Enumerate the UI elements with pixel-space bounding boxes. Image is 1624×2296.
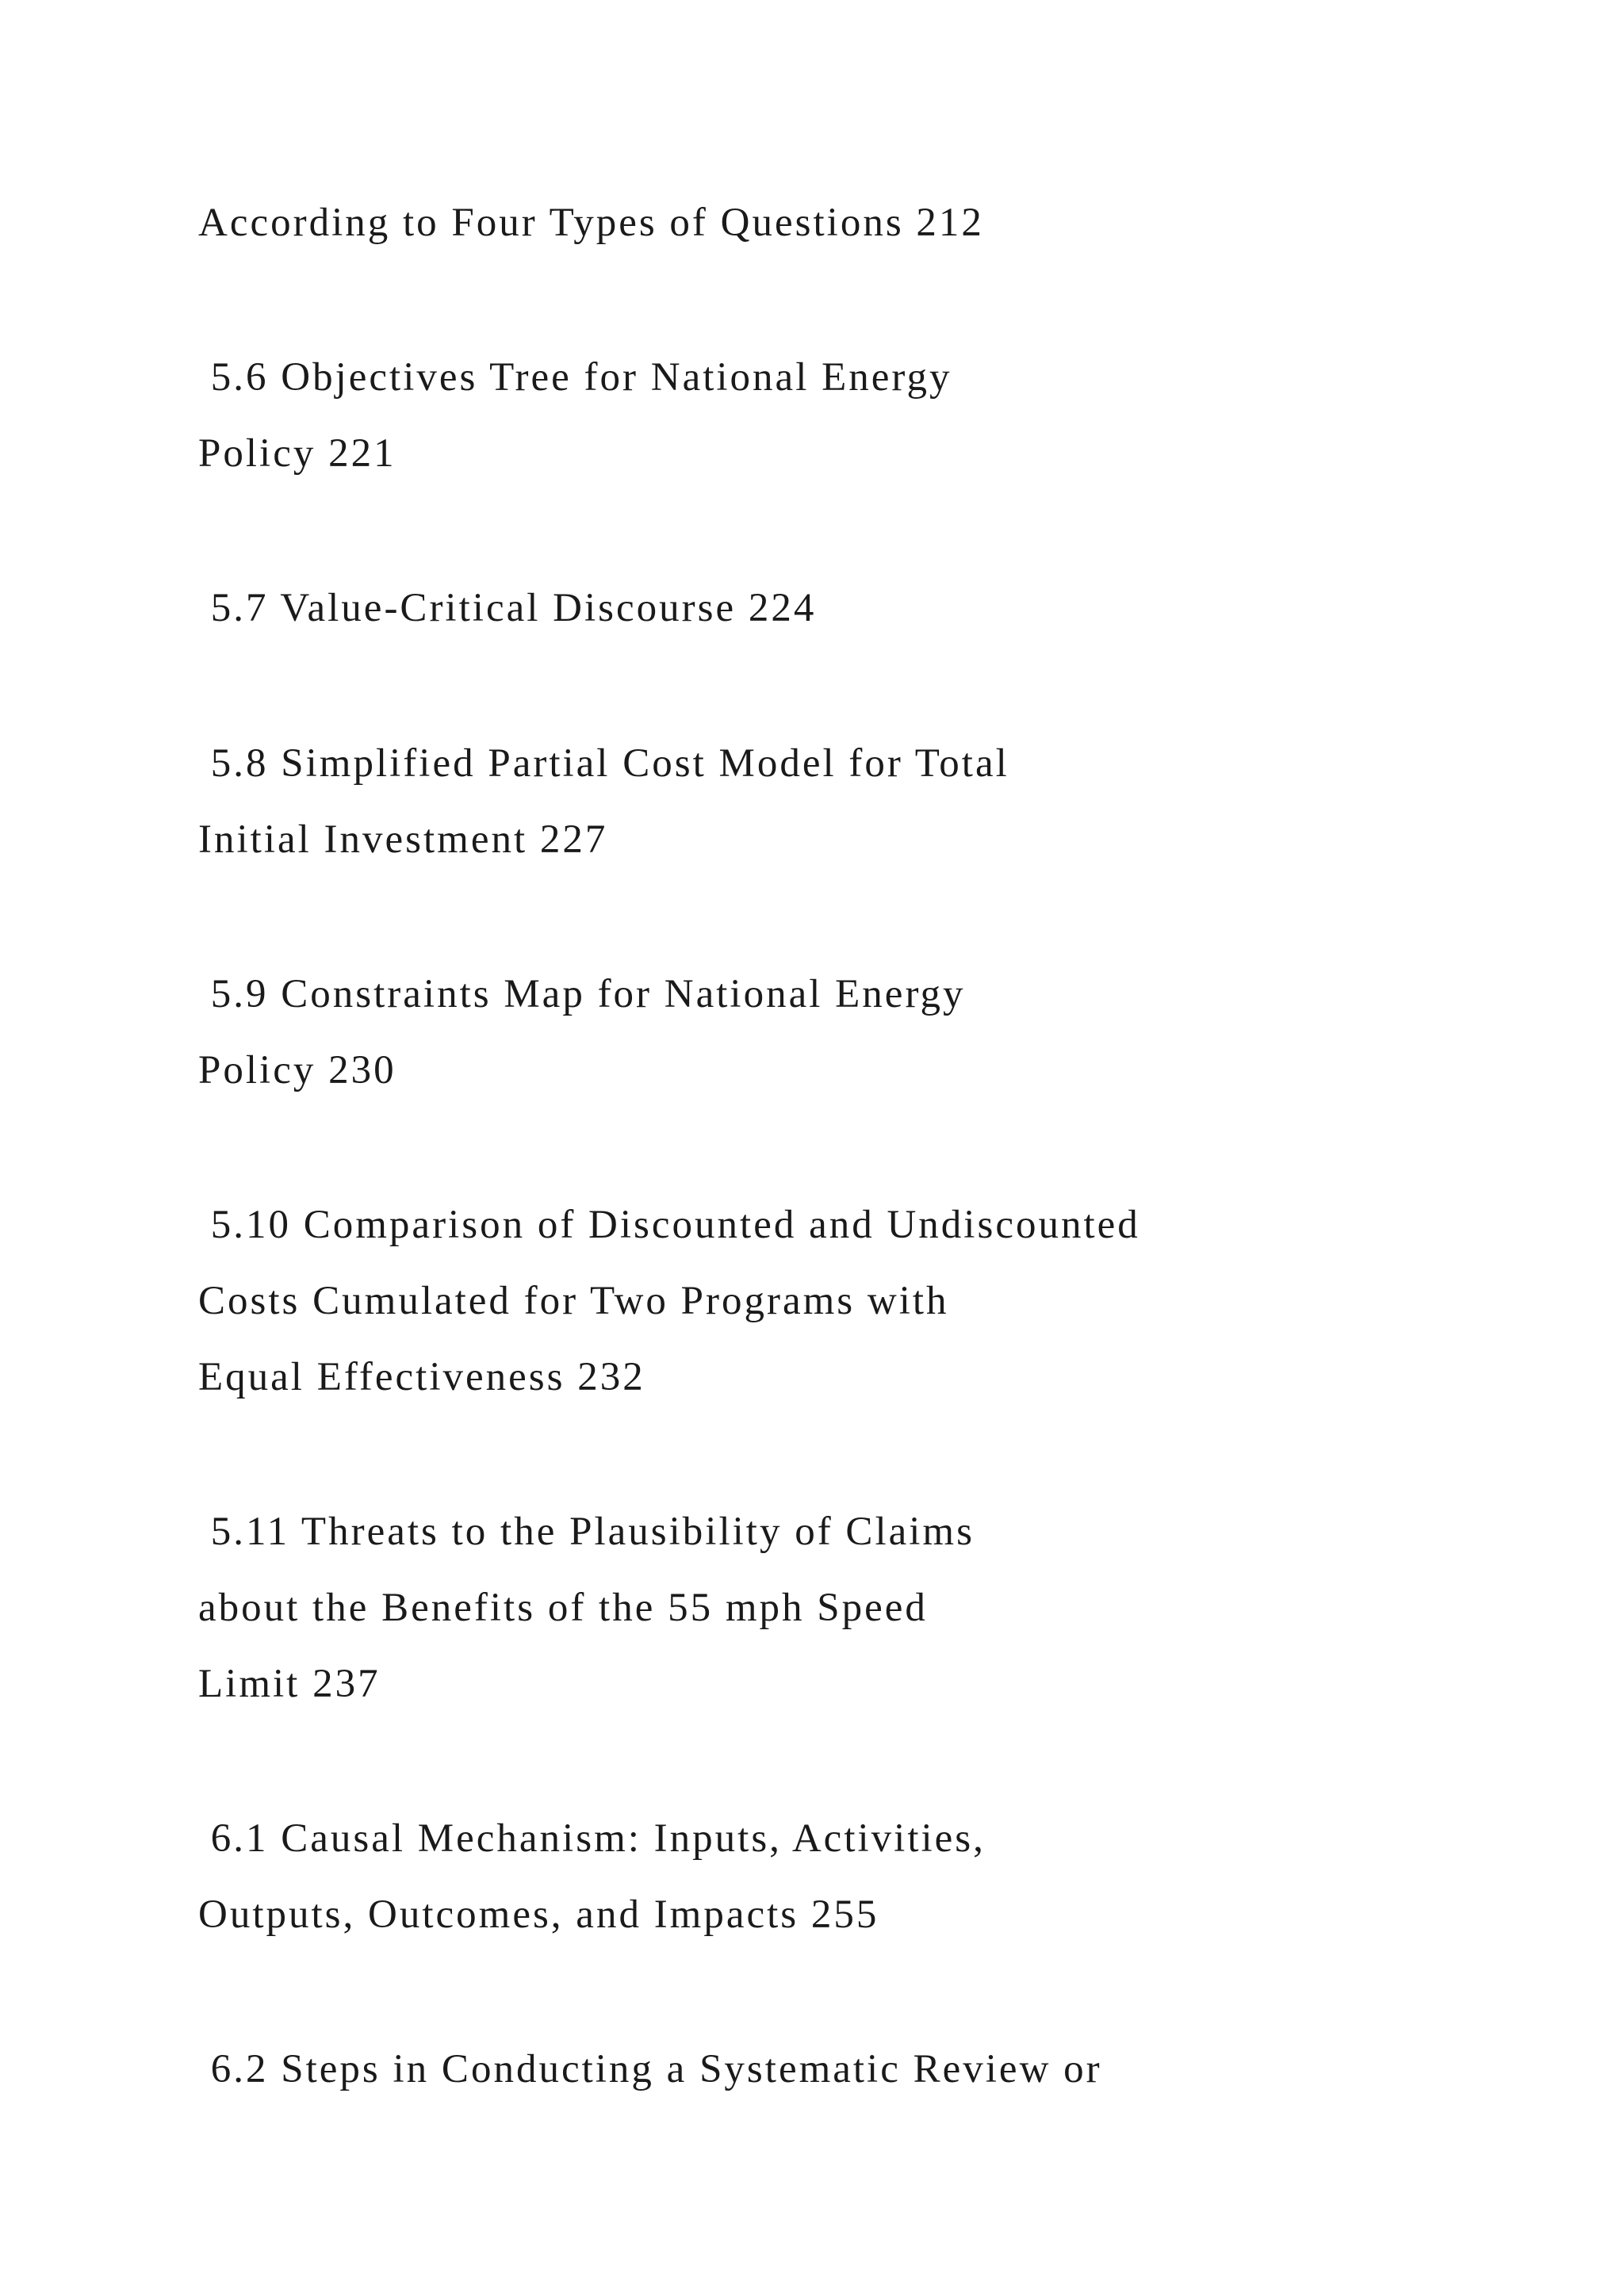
- toc-line: 5.7 Value-Critical Discourse 224: [198, 586, 817, 630]
- toc-line: Policy 230: [198, 1048, 396, 1093]
- toc-line: 5.11 Threats to the Plausibility of Claims: [198, 1510, 975, 1554]
- toc-line: Initial Investment 227: [198, 817, 608, 862]
- toc-line: 5.8 Simplified Partial Cost Model for Total: [198, 741, 1009, 786]
- toc-line: Outputs, Outcomes, and Impacts 255: [198, 1892, 879, 1937]
- toc-line: According to Four Types of Questions 212: [198, 201, 984, 245]
- toc-line: Equal Effectiveness 232: [198, 1355, 645, 1399]
- toc-line: Limit 237: [198, 1662, 381, 1706]
- toc-line: Costs Cumulated for Two Programs with: [198, 1279, 949, 1323]
- toc-line: about the Benefits of the 55 mph Speed: [198, 1586, 928, 1630]
- toc-line: 5.6 Objectives Tree for National Energy: [198, 355, 952, 400]
- toc-line: 5.10 Comparison of Discounted and Undiscounted: [198, 1203, 1140, 1247]
- toc-line: 6.2 Steps in Conducting a Systematic Review or: [198, 2047, 1102, 2091]
- toc-line: Policy 221: [198, 431, 396, 476]
- toc-line: 6.1 Causal Mechanism: Inputs, Activities,: [198, 1816, 986, 1861]
- toc-line: 5.9 Constraints Map for National Energy: [198, 972, 966, 1016]
